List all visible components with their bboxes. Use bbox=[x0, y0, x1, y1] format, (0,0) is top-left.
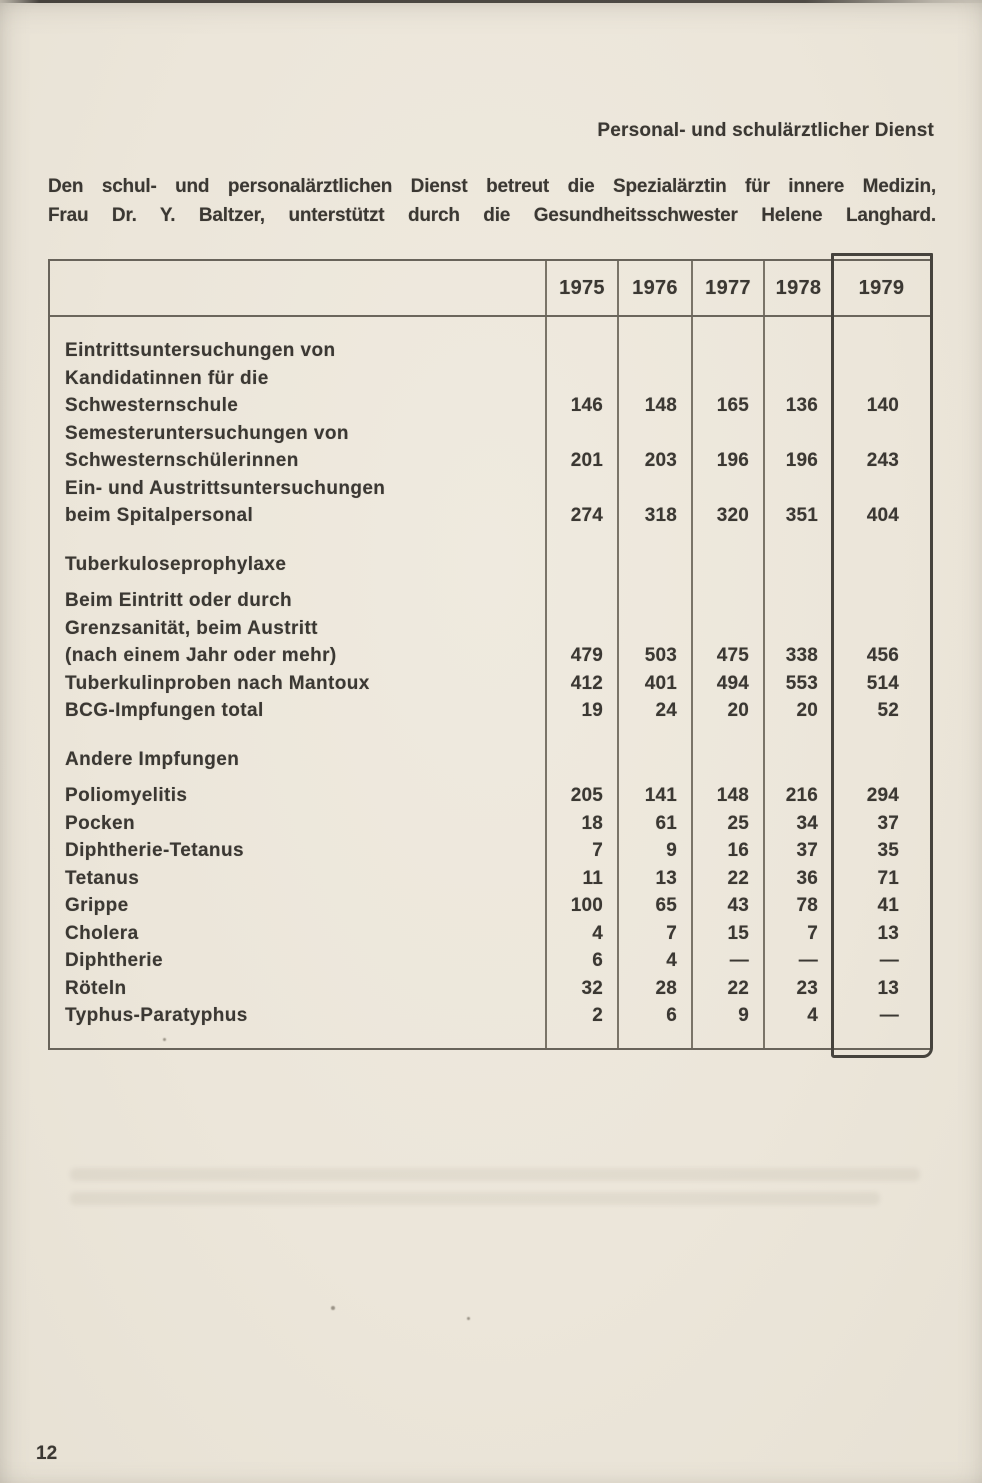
value-cell: 205 bbox=[570, 785, 603, 806]
table-line bbox=[50, 947, 930, 975]
year-column-header-1978: 1978 bbox=[775, 276, 822, 299]
row-label: BCG-Impfungen total bbox=[65, 700, 264, 721]
row-label: Ein- und Austrittsuntersuchungen bbox=[65, 477, 386, 499]
value-cell bbox=[764, 365, 833, 393]
value-cell: 7 bbox=[592, 840, 603, 861]
value-cell: 148 bbox=[644, 395, 677, 416]
value-cell: 148 bbox=[716, 785, 749, 806]
value-cell bbox=[833, 475, 930, 503]
paper-speck bbox=[163, 1038, 166, 1041]
value-cell: 494 bbox=[716, 672, 749, 694]
table-body bbox=[50, 317, 930, 1030]
value-cell: — bbox=[798, 950, 818, 971]
section-heading-row bbox=[50, 551, 930, 579]
value-cell bbox=[833, 587, 930, 615]
row-label: Diphtherie-Tetanus bbox=[65, 840, 244, 861]
value-cell: 23 bbox=[796, 977, 818, 999]
value-cell bbox=[546, 365, 618, 393]
table-line bbox=[50, 865, 930, 893]
value-cell: 18 bbox=[581, 812, 603, 834]
value-cell: 196 bbox=[716, 450, 749, 471]
value-cell bbox=[833, 420, 930, 448]
year-column-header-1979: 1979 bbox=[858, 276, 905, 299]
value-cell: 9 bbox=[666, 840, 677, 861]
value-cell: 9 bbox=[738, 1005, 749, 1026]
intro-line-1: Den schul- und personalärztlichen Dienst betreut die Spezialärztin für innere Medizin, bbox=[48, 176, 936, 197]
value-cell: 13 bbox=[877, 922, 899, 944]
value-cell bbox=[764, 337, 833, 365]
table-line bbox=[50, 447, 930, 475]
row-label: Grippe bbox=[65, 895, 129, 916]
value-cell: 2 bbox=[592, 1005, 603, 1026]
paper-speck bbox=[331, 1306, 335, 1310]
value-cell: 4 bbox=[592, 922, 603, 944]
value-cell: 338 bbox=[785, 645, 818, 666]
value-cell: 456 bbox=[866, 645, 899, 666]
value-cell: 553 bbox=[785, 672, 818, 694]
showthrough-ghost bbox=[70, 1168, 920, 1181]
value-cell: 19 bbox=[581, 700, 603, 721]
value-cell bbox=[764, 420, 833, 448]
value-cell: 216 bbox=[785, 785, 818, 806]
value-cell: 28 bbox=[655, 977, 677, 999]
value-cell: 52 bbox=[877, 700, 899, 721]
value-cell: 243 bbox=[866, 450, 899, 471]
value-cell: 475 bbox=[716, 645, 749, 666]
table-line bbox=[50, 475, 930, 503]
value-cell bbox=[618, 587, 692, 615]
value-cell: 25 bbox=[727, 812, 749, 834]
value-cell: 6 bbox=[592, 950, 603, 971]
table-line bbox=[50, 392, 930, 420]
value-cell: 351 bbox=[785, 505, 818, 526]
showthrough-ghost bbox=[70, 1192, 880, 1205]
value-cell: 78 bbox=[796, 895, 818, 916]
value-cell bbox=[546, 337, 618, 365]
value-cell bbox=[764, 587, 833, 615]
value-cell bbox=[546, 475, 618, 503]
value-cell: 203 bbox=[644, 450, 677, 471]
value-cell bbox=[546, 420, 618, 448]
value-cell: 37 bbox=[796, 840, 818, 861]
row-label: Grenzsanität, beim Austritt bbox=[65, 617, 318, 639]
table-line bbox=[50, 670, 930, 698]
table-line bbox=[50, 1002, 930, 1030]
value-cell: 165 bbox=[716, 395, 749, 416]
value-cell: 140 bbox=[866, 395, 899, 416]
value-cell: 4 bbox=[807, 1005, 818, 1026]
value-cell bbox=[692, 337, 764, 365]
intro-line-2: Frau Dr. Y. Baltzer, unterstützt durch die Gesundheitsschwester Helene Langhard. bbox=[48, 204, 936, 226]
table-line bbox=[50, 502, 930, 530]
value-cell bbox=[618, 615, 692, 643]
value-cell: 16 bbox=[727, 840, 749, 861]
row-label: Pocken bbox=[65, 812, 135, 834]
value-cell: 201 bbox=[570, 450, 603, 471]
row-label: beim Spitalpersonal bbox=[65, 505, 254, 526]
value-cell bbox=[692, 420, 764, 448]
value-cell bbox=[833, 365, 930, 393]
value-cell bbox=[546, 587, 618, 615]
row-label: Kandidatinnen für die bbox=[65, 367, 269, 389]
value-cell: — bbox=[879, 950, 899, 971]
table-line bbox=[50, 782, 930, 810]
value-cell: 146 bbox=[570, 395, 603, 416]
value-cell: 141 bbox=[644, 785, 677, 806]
row-label: Röteln bbox=[65, 977, 127, 999]
table-line bbox=[50, 365, 930, 393]
value-cell bbox=[833, 337, 930, 365]
value-cell: 320 bbox=[716, 505, 749, 526]
value-cell: 11 bbox=[582, 867, 603, 889]
table-line bbox=[50, 337, 930, 365]
section-heading: Andere Impfungen bbox=[65, 748, 240, 770]
row-label: Tetanus bbox=[65, 867, 140, 889]
row-label: (nach einem Jahr oder mehr) bbox=[65, 645, 337, 666]
year-column-header-1977: 1977 bbox=[705, 276, 751, 299]
value-cell: 35 bbox=[877, 840, 899, 861]
value-cell: 6 bbox=[666, 1005, 677, 1026]
year-column-header-1975: 1975 bbox=[559, 276, 605, 299]
row-label: Diphtherie bbox=[65, 950, 163, 971]
row-label: Eintrittsuntersuchungen von bbox=[65, 340, 336, 361]
value-cell: 22 bbox=[727, 977, 749, 999]
row-label: Semesteruntersuchungen von bbox=[65, 422, 349, 444]
value-cell: 4 bbox=[666, 950, 677, 971]
value-cell: 65 bbox=[655, 895, 677, 916]
value-cell: — bbox=[729, 950, 749, 971]
value-cell: 13 bbox=[655, 867, 677, 889]
value-cell: 37 bbox=[877, 812, 899, 834]
value-cell: 24 bbox=[655, 700, 677, 721]
page-number: 12 bbox=[36, 1443, 58, 1464]
value-cell: 36 bbox=[796, 867, 818, 889]
table-line bbox=[50, 587, 930, 615]
value-cell bbox=[618, 337, 692, 365]
value-cell: 34 bbox=[796, 812, 818, 834]
value-cell: 401 bbox=[644, 672, 677, 694]
value-cell: 13 bbox=[877, 977, 899, 999]
value-cell: 196 bbox=[785, 450, 818, 471]
section-heading-row bbox=[50, 746, 930, 774]
table-line bbox=[50, 837, 930, 865]
value-cell: 20 bbox=[796, 700, 818, 721]
value-cell bbox=[618, 365, 692, 393]
value-cell bbox=[618, 475, 692, 503]
value-cell bbox=[692, 365, 764, 393]
value-cell: — bbox=[879, 1005, 899, 1026]
statistics-table bbox=[48, 259, 932, 1050]
value-cell: 41 bbox=[877, 895, 899, 916]
value-cell bbox=[692, 615, 764, 643]
row-label: Schwesternschülerinnen bbox=[65, 450, 299, 471]
section-heading: Tuberkuloseprophylaxe bbox=[65, 553, 287, 575]
table-line bbox=[50, 615, 930, 643]
table-line bbox=[50, 420, 930, 448]
row-label: Beim Eintritt oder durch bbox=[65, 590, 293, 611]
table-line bbox=[50, 810, 930, 838]
value-cell: 7 bbox=[807, 922, 818, 944]
value-cell: 412 bbox=[570, 672, 603, 694]
value-cell: 318 bbox=[644, 505, 677, 526]
value-cell bbox=[764, 615, 833, 643]
table-line bbox=[50, 975, 930, 1003]
value-cell: 404 bbox=[866, 505, 899, 526]
value-cell: 71 bbox=[877, 867, 899, 889]
table-line bbox=[50, 892, 930, 920]
value-cell: 294 bbox=[866, 785, 899, 806]
value-cell bbox=[546, 615, 618, 643]
row-label: Poliomyelitis bbox=[65, 785, 188, 806]
value-cell bbox=[764, 475, 833, 503]
value-cell: 43 bbox=[727, 895, 749, 916]
value-cell: 61 bbox=[655, 812, 677, 834]
row-label: Schwesternschule bbox=[65, 395, 239, 416]
table-line bbox=[50, 697, 930, 725]
scan-top-edge bbox=[0, 0, 982, 3]
value-cell: 32 bbox=[581, 977, 603, 999]
value-cell: 100 bbox=[570, 895, 603, 916]
table-line bbox=[50, 642, 930, 670]
value-cell bbox=[692, 475, 764, 503]
value-cell: 15 bbox=[727, 922, 749, 944]
row-label: Cholera bbox=[65, 922, 139, 944]
value-cell: 514 bbox=[866, 672, 899, 694]
value-cell bbox=[618, 420, 692, 448]
page-title: Personal- und schulärztlicher Dienst bbox=[597, 120, 934, 141]
value-cell bbox=[692, 587, 764, 615]
value-cell: 20 bbox=[727, 700, 749, 721]
value-cell: 274 bbox=[570, 505, 603, 526]
table-line bbox=[50, 920, 930, 948]
paper-speck bbox=[467, 1317, 470, 1320]
row-label: Tuberkulinproben nach Mantoux bbox=[65, 672, 370, 694]
value-cell: 479 bbox=[570, 645, 603, 666]
value-cell: 7 bbox=[666, 922, 677, 944]
value-cell bbox=[833, 615, 930, 643]
year-column-header-1976: 1976 bbox=[632, 276, 678, 299]
intro-paragraph bbox=[48, 173, 936, 230]
value-cell: 503 bbox=[644, 645, 677, 666]
value-cell: 22 bbox=[727, 867, 749, 889]
value-cell: 136 bbox=[785, 395, 818, 416]
table-header-row bbox=[50, 261, 930, 317]
row-label: Typhus-Paratyphus bbox=[65, 1005, 248, 1026]
